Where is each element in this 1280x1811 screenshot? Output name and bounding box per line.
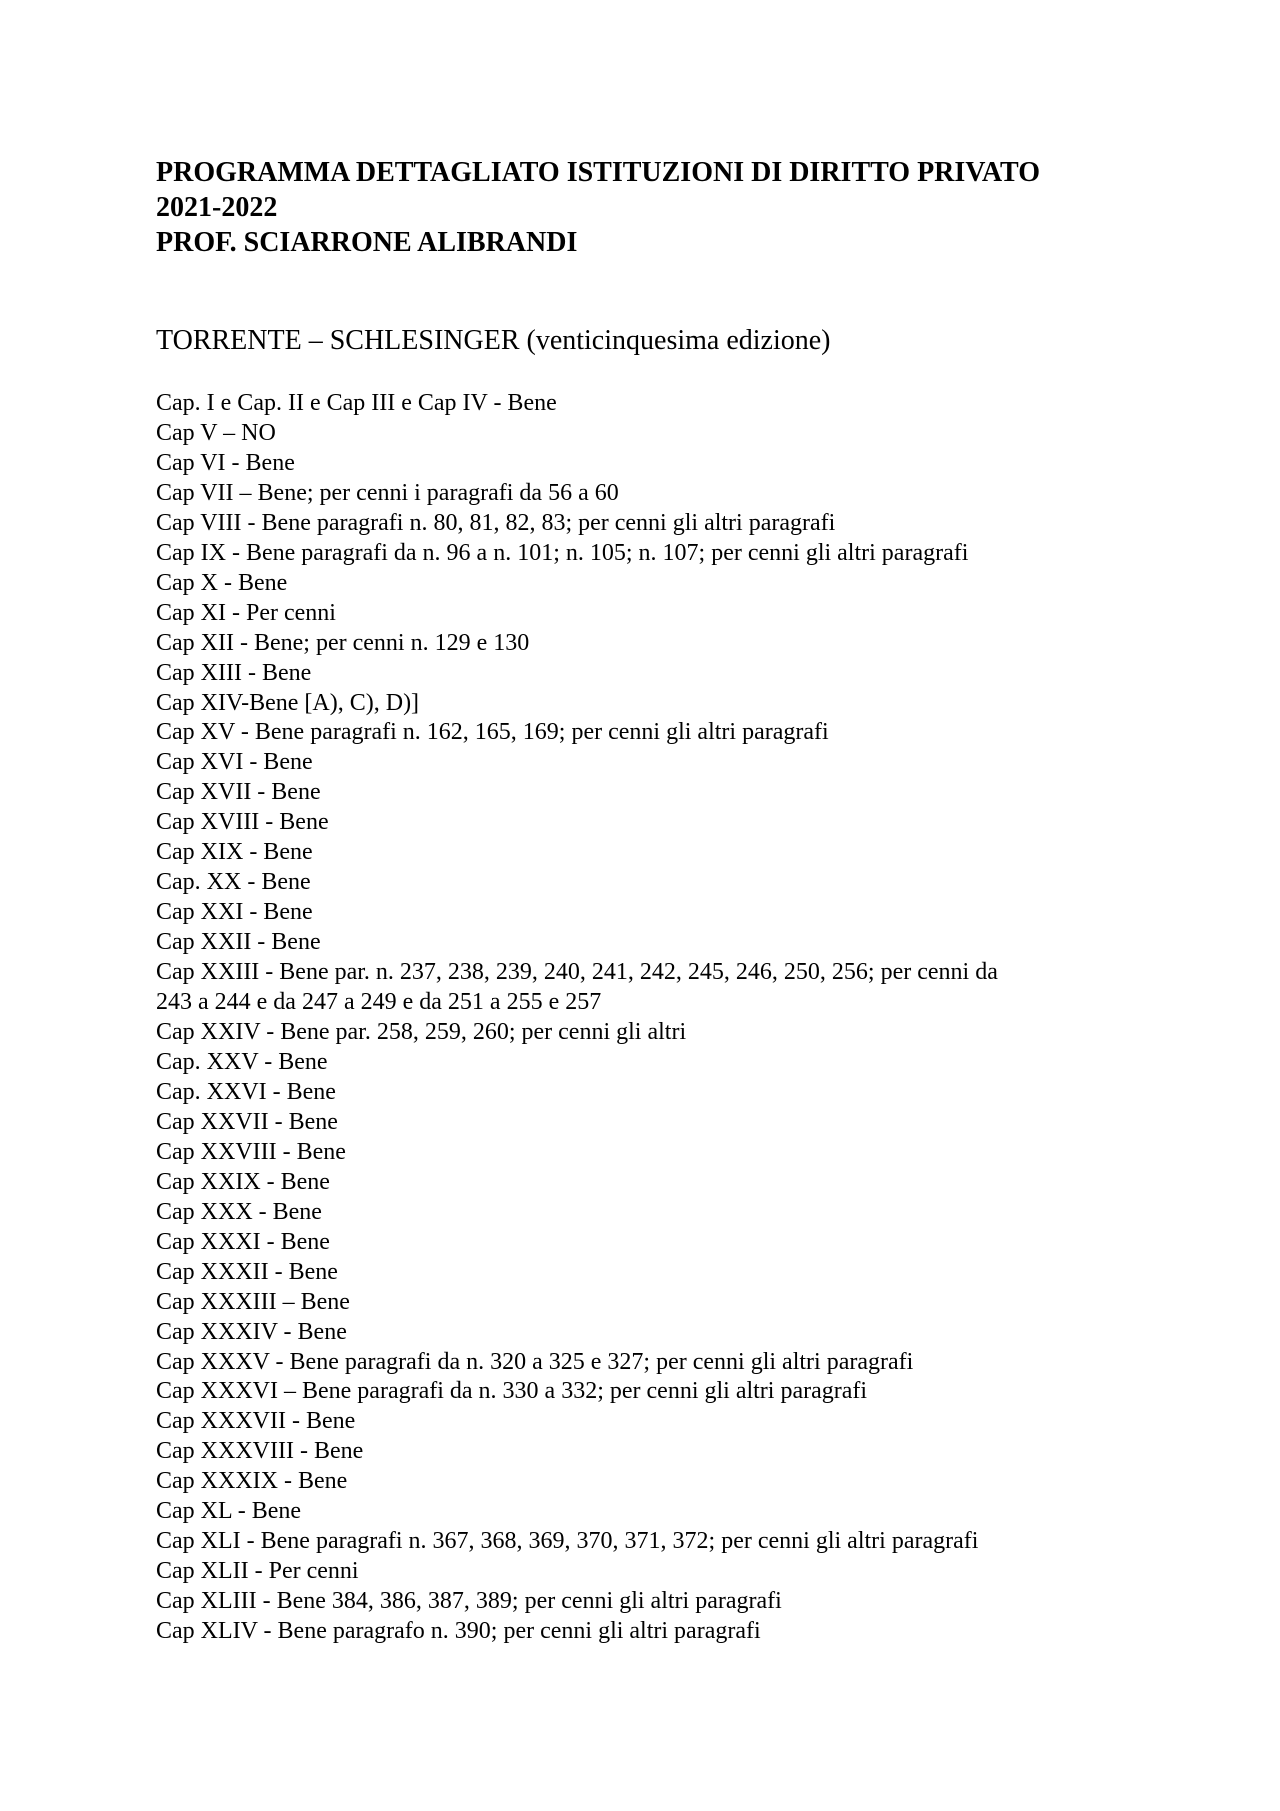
textbook-title: TORRENTE – SCHLESINGER (venticinquesima edizione) [156,325,831,356]
chapter-line: Cap IX - Bene paragrafi da n. 96 a n. 101; n. 105; n. 107; per cenni gli altri paragrafi [156,539,969,566]
chapter-line: Cap XLIII - Bene 384, 386, 387, 389; per cenni gli altri paragrafi [156,1588,782,1615]
academic-year: 2021-2022 [156,192,278,223]
chapter-line: Cap XXXVII - Bene [156,1408,356,1435]
chapter-line: Cap XXXI - Bene [156,1228,330,1255]
chapter-line: Cap XXX - Bene [156,1198,322,1225]
professor-name: PROF. SCIARRONE ALIBRANDI [156,227,578,258]
title-line: PROGRAMMA DETTAGLIATO ISTITUZIONI DI DIRITTO PRIVATO [156,157,1040,188]
chapter-line: Cap XIX - Bene [156,839,313,866]
chapter-line: Cap XI - Per cenni [156,599,336,626]
chapter-line-continuation: 243 a 244 e da 247 a 249 e da 251 a 255 e 257 [156,989,602,1016]
chapter-line: Cap XII - Bene; per cenni n. 129 e 130 [156,629,530,656]
chapter-line: Cap XXVII - Bene [156,1108,338,1135]
chapter-line: Cap XL - Bene [156,1498,302,1525]
chapter-line: Cap XIII - Bene [156,659,312,686]
chapter-line: Cap XLIV - Bene paragrafo n. 390; per cenni gli altri paragrafi [156,1618,761,1645]
chapter-line: Cap XXIX - Bene [156,1168,330,1195]
chapter-line: Cap X - Bene [156,569,288,596]
chapter-line: Cap. I e Cap. II e Cap III e Cap IV - Bene [156,390,557,416]
chapter-line: Cap V – NO [156,419,276,446]
document-title [156,155,1156,260]
chapter-line: Cap XXXIII – Bene [156,1288,350,1315]
chapter-line: Cap. XX - Bene [156,869,311,896]
chapter-line: Cap XIV-Bene [A), C), D)] [156,689,420,716]
chapter-line: Cap XXXV - Bene paragrafi da n. 320 a 325 e 327; per cenni gli altri paragrafi [156,1348,914,1375]
chapter-list [156,389,1156,1647]
chapter-line: Cap VIII - Bene paragrafi n. 80, 81, 82, 83; per cenni gli altri paragrafi [156,509,836,536]
chapter-line: Cap XVIII - Bene [156,809,329,836]
chapter-line: Cap XXI - Bene [156,899,313,926]
chapter-line: Cap XXXIV - Bene [156,1318,347,1345]
chapter-line: Cap XLI - Bene paragrafi n. 367, 368, 369, 370, 371, 372; per cenni gli altri paragrafi [156,1528,979,1555]
chapter-line: Cap XXXIX - Bene [156,1468,348,1495]
chapter-line: Cap. XXVI - Bene [156,1078,336,1105]
chapter-line: Cap XXVIII - Bene [156,1138,346,1165]
chapter-line: Cap XXIV - Bene par. 258, 259, 260; per cenni gli altri [156,1019,687,1046]
chapter-line: Cap XXXII - Bene [156,1258,338,1285]
chapter-line: Cap XVII - Bene [156,779,321,806]
chapter-line: Cap XV - Bene paragrafi n. 162, 165, 169; per cenni gli altri paragrafi [156,719,829,746]
chapter-line: Cap XXIII - Bene par. n. 237, 238, 239, 240, 241, 242, 245, 246, 250, 256; per cenni da [156,959,998,986]
chapter-line: Cap VI - Bene [156,449,295,476]
chapter-line: Cap. XXV - Bene [156,1048,328,1075]
chapter-line: Cap XXII - Bene [156,929,321,956]
chapter-line: Cap XXXVIII - Bene [156,1438,364,1465]
chapter-line: Cap XXXVI – Bene paragrafi da n. 330 a 332; per cenni gli altri paragrafi [156,1378,868,1405]
chapter-line: Cap XVI - Bene [156,749,313,776]
chapter-line: Cap VII – Bene; per cenni i paragrafi da 56 a 60 [156,479,619,506]
chapter-line: Cap XLII - Per cenni [156,1558,359,1585]
